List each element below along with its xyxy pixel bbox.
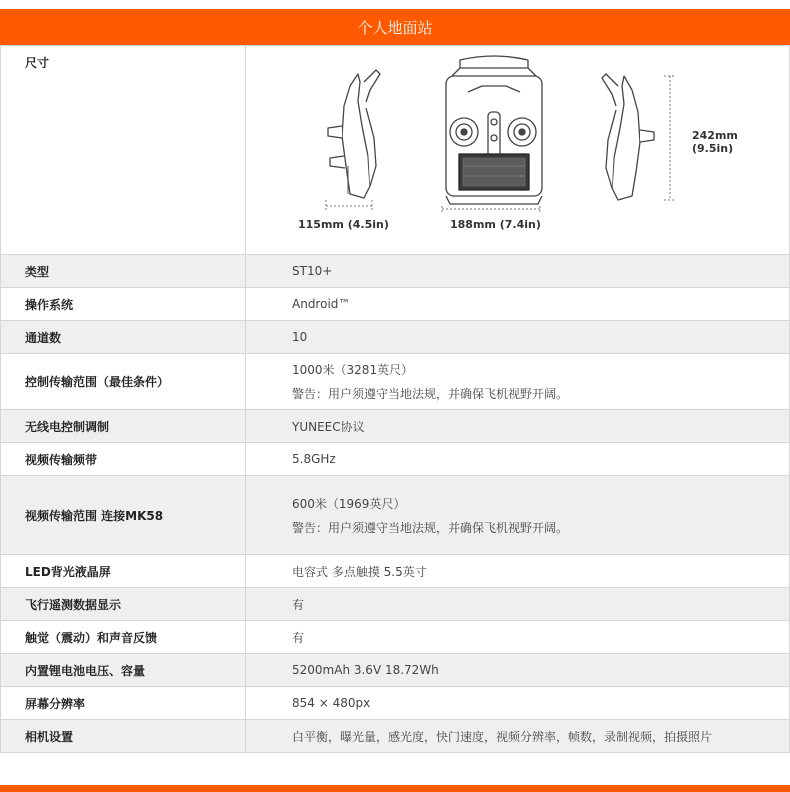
table-row: [1, 687, 790, 720]
table-row: [1, 321, 790, 354]
table-row-dimensions: [1, 46, 790, 255]
row-value: 5.8GHz: [246, 443, 790, 476]
row-label: 飞行遥测数据显示: [1, 588, 246, 621]
width-dimension-label: 188mm (7.4in): [450, 218, 541, 231]
row-label: 通道数: [1, 321, 246, 354]
row-value-cell: [246, 476, 790, 555]
row-label: 类型: [1, 255, 246, 288]
row-label: 操作系统: [1, 288, 246, 321]
table-row: [1, 588, 790, 621]
row-value: ST10+: [246, 255, 790, 288]
page-title: 个人地面站: [357, 18, 433, 37]
table-row: [1, 410, 790, 443]
table-row: [1, 621, 790, 654]
row-value: YUNEEC协议: [246, 410, 790, 443]
table-row: [1, 443, 790, 476]
row-value: Android™: [246, 288, 790, 321]
row-value: 5200mAh 3.6V 18.72Wh: [246, 654, 790, 687]
page-header: [0, 9, 790, 45]
table-row: [1, 654, 790, 687]
row-value: 854 × 480px: [246, 687, 790, 720]
row-value: 10: [246, 321, 790, 354]
row-label: 触觉（震动）和声音反馈: [1, 621, 246, 654]
table-row: [1, 288, 790, 321]
depth-dimension-label: 115mm (4.5in): [298, 218, 389, 231]
row-label: 内置锂电池电压、容量: [1, 654, 246, 687]
row-label: LED背光液晶屏: [1, 555, 246, 588]
row-value: 600米（1969英尺）: [292, 496, 406, 511]
remote-controller-illustration: [246, 46, 790, 254]
row-label: 屏幕分辨率: [1, 687, 246, 720]
height-dimension-inches-label: (9.5in): [692, 142, 734, 155]
row-label: 视频传输频带: [1, 443, 246, 476]
table-row: [1, 255, 790, 288]
row-label: 视频传输范围 连接MK58: [1, 476, 246, 555]
row-value-cell: [246, 354, 790, 410]
row-label: 相机设置: [1, 720, 246, 753]
row-value: 有: [246, 588, 790, 621]
dimension-drawing-cell: [246, 46, 790, 255]
row-value: 电容式 多点触摸 5.5英寸: [246, 555, 790, 588]
row-label: 尺寸: [1, 46, 246, 255]
table-row: [1, 555, 790, 588]
row-warning: 警告：用户须遵守当地法规，并确保飞机视野开阔。: [292, 387, 569, 401]
table-row: [1, 354, 790, 410]
row-label: 无线电控制调制: [1, 410, 246, 443]
table-row: [1, 720, 790, 753]
spec-table: [0, 45, 790, 753]
footer-accent-bar: [0, 785, 790, 792]
row-warning: 警告：用户须遵守当地法规，并确保飞机视野开阔。: [292, 520, 569, 535]
height-dimension-label: 242mm: [692, 129, 738, 142]
row-value: 白平衡，曝光量，感光度，快门速度，视频分辨率，帧数，录制视频，拍摄照片: [246, 720, 790, 753]
row-value: 有: [246, 621, 790, 654]
table-row: [1, 476, 790, 555]
row-value: 1000米（3281英尺）: [292, 363, 414, 377]
row-label: 控制传输范围（最佳条件）: [1, 354, 246, 410]
